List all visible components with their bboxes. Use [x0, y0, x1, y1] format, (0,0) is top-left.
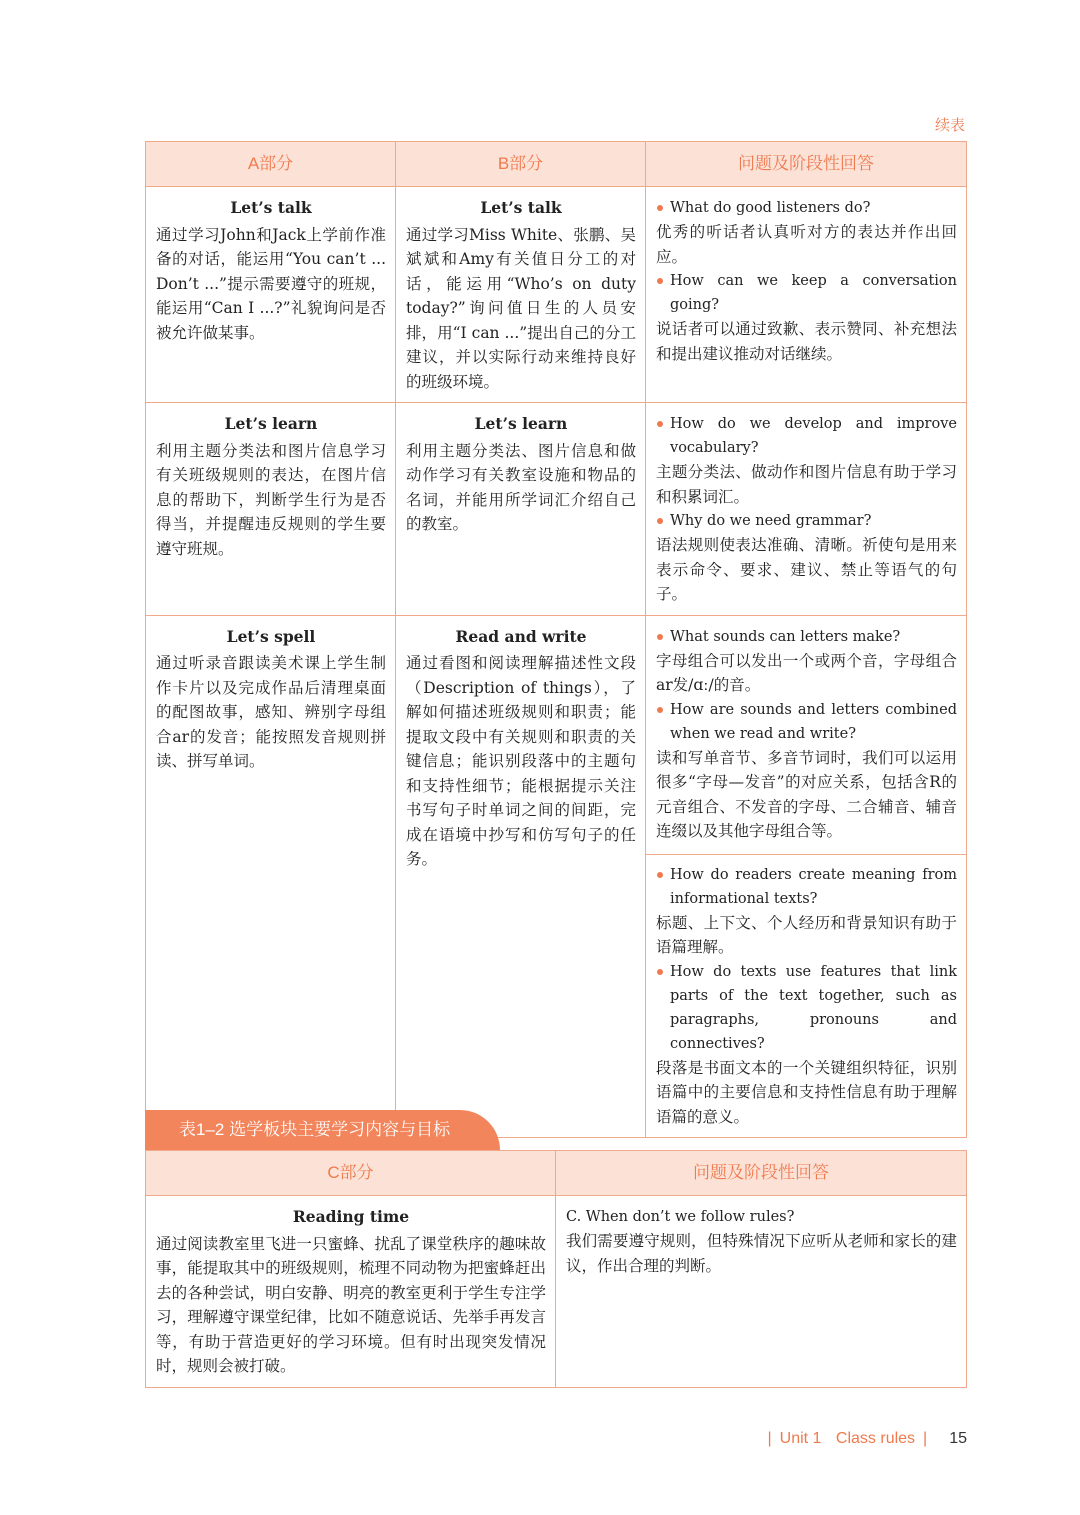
cell-title: Let’s learn [474, 414, 568, 433]
question: How do we develop and improve vocabulary? [656, 412, 957, 460]
question: C. When don’t we follow rules? [566, 1209, 795, 1225]
cell-title: Let’s talk [230, 198, 312, 217]
answer: 语法规则使表达准确、清晰。祈使句是用来表示命令、要求、建议、禁止等语气的句子。 [656, 536, 957, 603]
part-c-cell [146, 1196, 556, 1388]
answer: 字母组合可以发出一个或两个音，字母组合ar发/ɑː/的音。 [656, 651, 957, 694]
part-a-cell [146, 403, 396, 616]
cell-title: Reading time [292, 1207, 410, 1226]
continued-label: 续表 [934, 117, 965, 134]
question: Why do we need grammar? [656, 509, 957, 533]
footer-title: Class rules [835, 1430, 916, 1447]
question: How can we keep a conversation going? [656, 269, 957, 317]
question: What sounds can letters make? [656, 625, 957, 649]
cell-title: Read and write [455, 626, 587, 646]
cell-text: 通过学习John和Jack上学前作准备的对话，能运用“You can’t ... Don’t ...”提示需要遵守的班规，能运用“Can I ...?”礼貌询问是否被允许做某事。 [156, 225, 386, 342]
table-header-row [146, 1151, 967, 1196]
cell-text: 通过学习Miss White、张鹏、吴斌斌和Amy有关值日分工的对话，能运用“Who’s on duty today?”询问值日生的人员安排，用“I can ...”提出自己的分工建议，并以实际行动来维持良好的班级环境。 [406, 225, 636, 391]
table-2-caption: 表1–2 选学板块主要学习内容与目标 [145, 1110, 500, 1150]
footer-unit: Unit 1 [779, 1430, 822, 1447]
part-b-cell [396, 615, 646, 1138]
header-questions: 问题及阶段性回答 [646, 142, 967, 187]
table-header-row [146, 142, 967, 187]
header-part-c: C部分 [146, 1151, 556, 1196]
cell-title: Let’s spell [226, 626, 316, 646]
header-questions: 问题及阶段性回答 [556, 1151, 967, 1196]
qa-cell [646, 403, 967, 616]
part-b-cell [396, 403, 646, 616]
answer: 优秀的听话者认真听对方的表达并作出回应。 [656, 223, 957, 266]
page-number: 15 [949, 1430, 967, 1447]
divider [646, 854, 966, 855]
qa-cell [646, 187, 967, 403]
question: How do readers create meaning from informational texts? [656, 863, 957, 911]
table-row [146, 187, 967, 403]
footer-divider: | [923, 1430, 928, 1447]
header-part-b: B部分 [396, 142, 646, 187]
answer: 读和写单音节、多音节词时，我们可以运用很多“字母—发音”的对应关系，包括含R的元音组合、不发音的字母、二合辅音、辅音连缀以及其他字母组合等。 [656, 748, 957, 840]
qa-cell [556, 1196, 967, 1388]
page-footer [760, 1430, 968, 1448]
table-row [146, 1196, 967, 1388]
cell-text: 通过阅读教室里飞进一只蜜蜂、扰乱了课堂秩序的趣味故事，能提取其中的班级规则，梳理不同动物为把蜜蜂赶出去的各种尝试，明白安静、明亮的教室更利于学生专注学习，理解遵守课堂纪律，比如不随意说话、先举手再发言等，有助于营造更好的学习环境。但有时出现突发情况时，规则会被打破。 [156, 1234, 546, 1375]
table-row [146, 615, 967, 1138]
cell-text: 利用主题分类法、图片信息和做动作学习有关教室设施和物品的名词，并能用所学词汇介绍自己的教室。 [406, 441, 636, 533]
question: What do good listeners do? [656, 196, 957, 220]
table-row [146, 403, 967, 616]
answer: 说话者可以通过致歉、表示赞同、补充想法和提出建议推动对话继续。 [656, 320, 957, 363]
cell-text: 利用主题分类法和图片信息学习有关班级规则的表达，在图片信息的帮助下，判断学生行为是否得当，并提醒违反规则的学生要遵守班规。 [156, 441, 386, 558]
answer: 我们需要遵守规则，但特殊情况下应听从老师和家长的建议，作出合理的判断。 [566, 1232, 957, 1275]
cell-title: Let’s talk [480, 198, 562, 217]
header-part-a: A部分 [146, 142, 396, 187]
part-a-cell [146, 615, 396, 1138]
part-a-cell [146, 187, 396, 403]
content-table-2 [145, 1150, 967, 1388]
cell-text: 通过听录音跟读美术课上学生制作卡片以及完成作品后清理桌面的配图故事，感知、辨别字母组合ar的发音；能按照发音规则拼读、拼写单词。 [156, 654, 386, 770]
footer-divider: | [767, 1430, 772, 1447]
answer: 段落是书面文本的一个关键组织特征，识别语篇中的主要信息和支持性信息有助于理解语篇的意义。 [656, 1058, 957, 1126]
cell-title: Let’s learn [224, 414, 318, 433]
question: How do texts use features that link parts of the text together, such as paragraphs, pronouns and connectives? [656, 960, 957, 1056]
content-table-1 [145, 141, 967, 1138]
answer: 标题、上下文、个人经历和背景知识有助于语篇理解。 [656, 913, 957, 956]
question: How are sounds and letters combined when we read and write? [656, 698, 957, 746]
part-b-cell [396, 187, 646, 403]
answer: 主题分类法、做动作和图片信息有助于学习和积累词汇。 [656, 463, 957, 506]
cell-text: 通过看图和阅读理解描述性文段（Description of things），了解如何描述班级规则和职责；能提取文段中有关规则和职责的关键信息；能识别段落中的主题句和支持性细节；能根据提示关注书写句子时单词之间的间距，完成在语境中抄写和仿写句子的任务。 [406, 654, 636, 868]
qa-cell [646, 615, 967, 1138]
